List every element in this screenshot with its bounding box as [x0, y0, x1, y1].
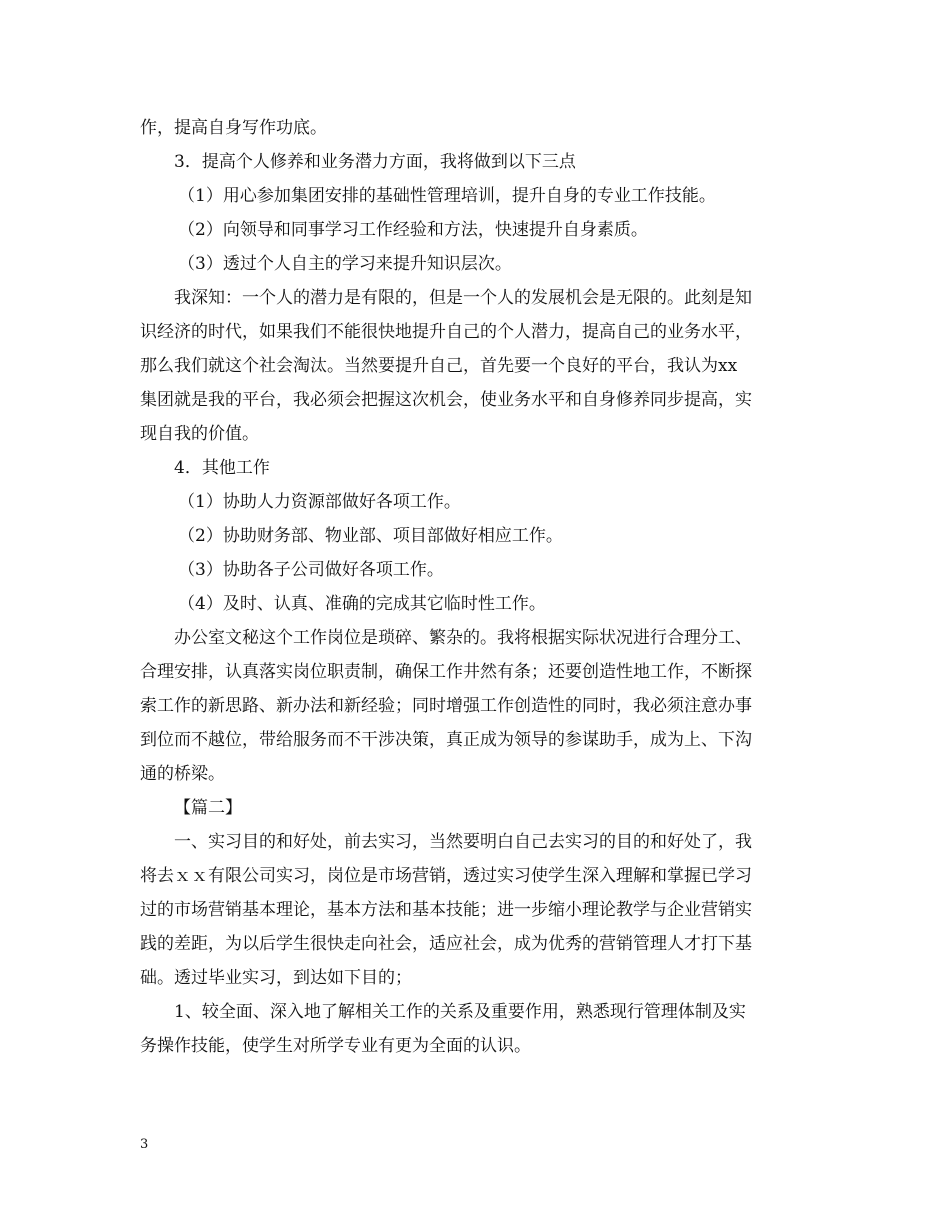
paragraph-internship-purpose	[140, 825, 812, 995]
paragraph-potential	[140, 281, 812, 451]
paragraph-office-role	[140, 621, 812, 791]
text-line: 践的差距，为以后学生很快走向社会，适应社会，成为优秀的营销管理人才打下基	[140, 934, 752, 954]
text-line: 现自我的价值。	[140, 424, 259, 444]
document-body	[140, 111, 812, 1063]
text-line: 索工作的新思路、新办法和新经验；同时增强工作创造性的同时，我必须注意办事	[140, 696, 752, 716]
list-item: （2）协助财务部、物业部、项目部做好相应工作。	[178, 526, 563, 546]
text-line: 办公室文秘这个工作岗位是琐碎、繁杂的。我将根据实际状况进行合理分工、	[174, 628, 752, 648]
text-line: 到位而不越位，带给服务而不干涉决策，真正成为领导的参谋助手，成为上、下沟	[140, 730, 752, 750]
paragraph-continuation: 作，提高自身写作功底。	[140, 118, 327, 138]
list-item: （2）向领导和同事学习工作经验和方法，快速提升自身素质。	[178, 220, 648, 240]
list-item: （3）协助各子公司做好各项工作。	[178, 560, 444, 580]
text-line: 础。透过毕业实习，到达如下目的；	[140, 968, 412, 988]
text-line: 合理安排，认真落实岗位职责制，确保工作井然有条；还要创造性地工作，不断探	[140, 662, 752, 682]
paragraph-goal-1	[140, 995, 812, 1063]
text-line: 识经济的时代，如果我们不能很快地提升自己的个人潜力，提高自己的业务水平，	[140, 322, 752, 342]
section-title-part-two: 【篇二】	[174, 798, 242, 818]
page-number: 3	[140, 1137, 149, 1152]
section-heading-4: 4．其他工作	[174, 458, 270, 478]
list-item: （4）及时、认真、准确的完成其它临时性工作。	[178, 594, 546, 614]
text-line: 我深知：一个人的潜力是有限的，但是一个人的发展机会是无限的。此刻是知	[174, 288, 752, 308]
text-line: 通的桥梁。	[140, 764, 225, 784]
text-line: 1、较全面、深入地了解相关工作的关系及重要作用，熟悉现行管理体制及实	[174, 1002, 746, 1022]
text-line: 将去ｘｘ有限公司实习，岗位是市场营销，透过实习使学生深入理解和掌握已学习	[140, 866, 752, 886]
text-line: 那么我们就这个社会淘汰。当然要提升自己，首先要一个良好的平台，我认为xx	[140, 356, 738, 376]
section-heading-3: 3．提高个人修养和业务潜力方面，我将做到以下三点	[174, 152, 576, 172]
text-line: 务操作技能，使学生对所学专业有更为全面的认识。	[140, 1036, 531, 1056]
list-item: （1）协助人力资源部做好各项工作。	[178, 492, 461, 512]
text-line: 一、实习目的和好处，前去实习，当然要明白自己去实习的目的和好处了，我	[174, 832, 752, 852]
list-item: （3）透过个人自主的学习来提升知识层次。	[178, 254, 512, 274]
list-item: （1）用心参加集团安排的基础性管理培训，提升自身的专业工作技能。	[178, 186, 716, 206]
text-line: 过的市场营销基本理论，基本方法和基本技能；进一步缩小理论教学与企业营销实	[140, 900, 752, 920]
text-line: 集团就是我的平台，我必须会把握这次机会，使业务水平和自身修养同步提高，实	[140, 390, 752, 410]
